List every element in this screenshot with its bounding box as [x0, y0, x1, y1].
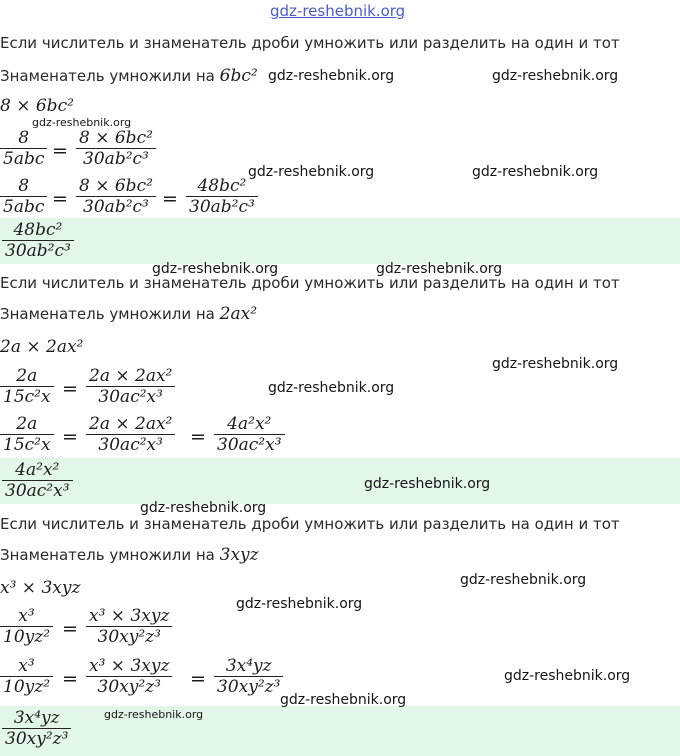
watermark: gdz-reshebnik.org [104, 708, 204, 721]
rule-text: Если числитель и знаменатель дроби умножить или разделить на один и тот [0, 515, 620, 533]
fraction-denominator: 30xy²z³ [5, 729, 69, 749]
fraction-result [186, 176, 258, 217]
fraction-numerator: x³ × 3xyz [89, 656, 170, 676]
fraction-result [214, 414, 285, 455]
answer-box [0, 706, 680, 756]
watermark: gdz-reshebnik.org [504, 668, 631, 684]
factor-label [0, 66, 258, 86]
equals-sign: = [190, 668, 206, 690]
fraction-numerator: 2a [16, 366, 38, 386]
equals-sign: = [162, 188, 178, 210]
fraction-denominator: 30xy²z³ [97, 627, 161, 647]
factor-expression: 3xyz [219, 545, 259, 565]
fraction-denominator: 30ac²x³ [98, 435, 163, 455]
fraction-left [0, 128, 47, 169]
fraction-mid [76, 176, 156, 217]
watermark: gdz-reshebnik.org [492, 68, 619, 84]
site-watermark-link[interactable]: gdz-reshebnik.org [270, 2, 406, 20]
fraction-denominator: 30ac²x³ [98, 387, 163, 407]
answer-box [0, 458, 680, 504]
equals-sign: = [52, 140, 68, 162]
product-expression: 2a × 2ax² [0, 337, 84, 357]
factor-label-text: Знаменатель умножили на [0, 305, 215, 323]
fraction-denominator: 30ab²c³ [189, 197, 255, 217]
fraction-denominator: 30ac²x³ [5, 481, 70, 501]
factor-label-text: Знаменатель умножили на [0, 67, 215, 85]
product-expression: 8 × 6bc² [0, 96, 74, 116]
fraction-denominator: 10yz² [3, 627, 51, 647]
fraction-numerator: 4a²x² [15, 460, 60, 480]
factor-label-text: Знаменатель умножили на [0, 546, 215, 564]
fraction-numerator: 8 [18, 128, 30, 148]
watermark: gdz-reshebnik.org [32, 116, 132, 129]
watermark: gdz-reshebnik.org [268, 380, 395, 396]
watermark: gdz-reshebnik.org [492, 356, 619, 372]
fraction-numerator: 48bc² [13, 220, 63, 240]
fraction-result [214, 656, 283, 697]
fraction-numerator: x³ [18, 606, 35, 626]
fraction-denominator: 30xy²z³ [97, 677, 161, 697]
fraction-denominator: 30ac²x³ [217, 435, 282, 455]
fraction-numerator: 8 × 6bc² [79, 176, 153, 196]
answer-fraction [2, 220, 74, 261]
answer-box [0, 218, 680, 264]
fraction-mid [86, 366, 175, 407]
fraction-numerator: 2a × 2ax² [89, 366, 173, 386]
fraction-mid [86, 414, 175, 455]
fraction-denominator: 15c²x [3, 387, 51, 407]
fraction-left [0, 366, 54, 407]
fraction-numerator: 8 [18, 176, 30, 196]
answer-fraction [2, 460, 73, 501]
fraction-mid [86, 606, 172, 647]
watermark: gdz-reshebnik.org [248, 164, 375, 180]
fraction-mid [86, 656, 172, 697]
fraction-denominator: 5abc [3, 197, 45, 217]
watermark: gdz-reshebnik.org [236, 596, 363, 612]
equals-sign: = [62, 378, 78, 400]
answer-fraction [2, 708, 71, 749]
fraction-denominator: 30xy²z³ [217, 677, 281, 697]
fraction-denominator: 30ab²c³ [83, 149, 149, 169]
fraction-left [0, 414, 54, 455]
fraction-numerator: 48bc² [197, 176, 247, 196]
watermark: gdz-reshebnik.org [472, 164, 599, 180]
fraction-numerator: x³ × 3xyz [89, 606, 170, 626]
fraction-numerator: 2a [16, 414, 38, 434]
factor-expression: 6bc² [219, 66, 258, 86]
equals-sign: = [190, 426, 206, 448]
rule-text: Если числитель и знаменатель дроби умножить или разделить на один и тот [0, 274, 620, 292]
fraction-left [0, 176, 47, 217]
rule-text: Если числитель и знаменатель дроби умножить или разделить на один и тот [0, 34, 620, 52]
watermark: gdz-reshebnik.org [152, 261, 279, 277]
fraction-numerator: 8 × 6bc² [79, 128, 153, 148]
equals-sign: = [62, 618, 78, 640]
fraction-left [0, 606, 53, 647]
fraction-numerator: 3x⁴yz [225, 656, 272, 676]
fraction-denominator: 30ab²c³ [83, 197, 149, 217]
watermark: gdz-reshebnik.org [364, 476, 491, 492]
fraction-denominator: 30ab²c³ [5, 241, 71, 261]
fraction-denominator: 5abc [3, 149, 45, 169]
fraction-denominator: 15c²x [3, 435, 51, 455]
equals-sign: = [62, 668, 78, 690]
fraction-denominator: 10yz² [3, 677, 51, 697]
fraction-left [0, 656, 53, 697]
watermark: gdz-reshebnik.org [376, 261, 503, 277]
fraction-numerator: 2a × 2ax² [89, 414, 173, 434]
watermark: gdz-reshebnik.org [280, 692, 407, 708]
equals-sign: = [52, 188, 68, 210]
fraction-numerator: 3x⁴yz [13, 708, 60, 728]
factor-label [0, 304, 257, 324]
fraction-numerator: x³ [18, 656, 35, 676]
watermark: gdz-reshebnik.org [268, 68, 395, 84]
watermark: gdz-reshebnik.org [460, 572, 587, 588]
equals-sign: = [62, 426, 78, 448]
factor-label [0, 545, 259, 565]
fraction-numerator: 4a²x² [227, 414, 272, 434]
product-expression: x³ × 3xyz [0, 578, 81, 598]
watermark: gdz-reshebnik.org [140, 500, 267, 516]
factor-expression: 2ax² [219, 304, 258, 324]
fraction-mid [76, 128, 156, 169]
